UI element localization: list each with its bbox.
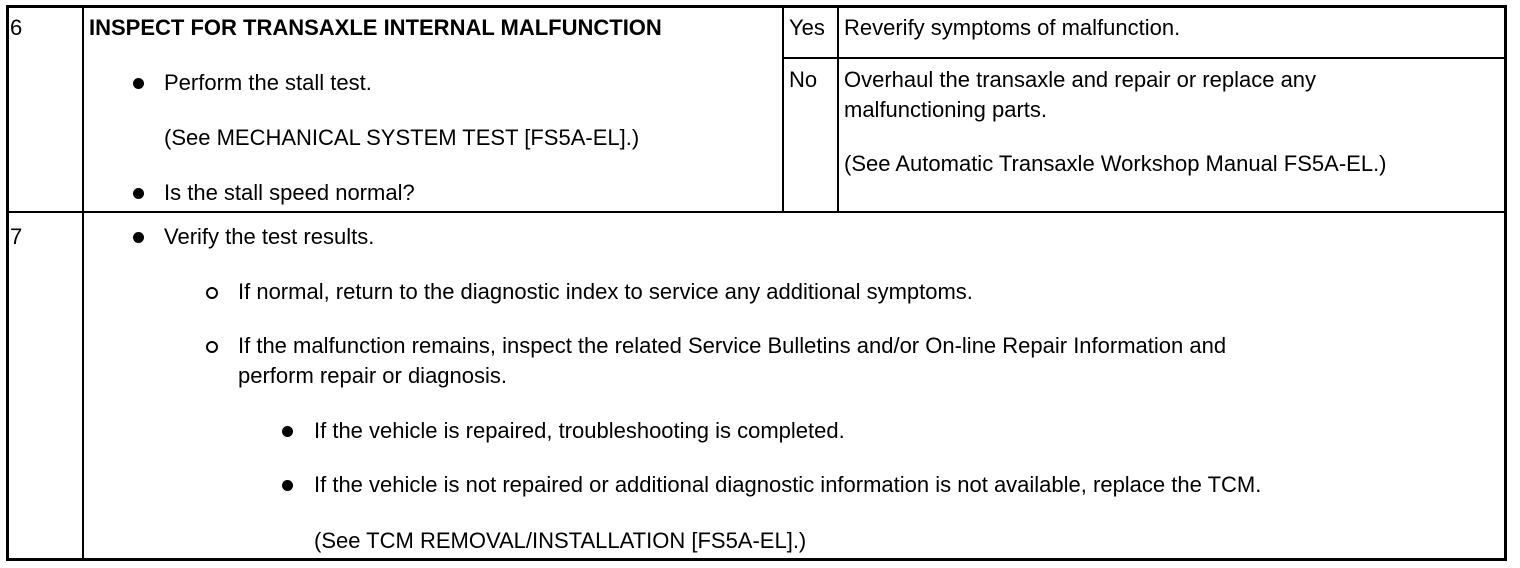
step-6-title: INSPECT FOR TRANSAXLE INTERNAL MALFUNCTION <box>89 15 662 40</box>
table-border-top <box>6 5 1507 8</box>
bullet-icon <box>282 480 293 491</box>
step-7-nested-item-1: If the vehicle is repaired, troubleshooting is completed. <box>314 418 845 443</box>
open-circle-bullet-icon <box>206 341 218 353</box>
bullet-icon <box>133 232 144 243</box>
bullet-icon <box>282 426 293 437</box>
step-7-number: 7 <box>10 224 23 249</box>
yes-action: Reverify symptoms of malfunction. <box>844 15 1181 40</box>
no-action-line-1: Overhaul the transaxle and repair or replace any <box>844 67 1317 92</box>
step-column-divider <box>82 5 84 561</box>
step-7-reference: (See TCM REMOVAL/INSTALLATION [FS5A-EL].) <box>314 528 807 553</box>
step-6-reference: (See MECHANICAL SYSTEM TEST [FS5A-EL].) <box>164 125 640 150</box>
table-border-left <box>6 5 9 561</box>
table-border-right <box>1504 5 1507 561</box>
no-action-line-2: malfunctioning parts. <box>844 97 1047 122</box>
step-7-sub-item-1: If normal, return to the diagnostic index to service any additional symptoms. <box>238 279 973 304</box>
table-border-bottom <box>6 558 1507 561</box>
bullet-icon <box>133 78 144 89</box>
step-6-bullet-1: Perform the stall test. <box>164 70 372 95</box>
result-column-divider <box>782 5 784 213</box>
step-7-sub-item-2-line-1: If the malfunction remains, inspect the related Service Bulletins and/or On-line Repair Information and <box>238 333 1227 358</box>
step-7-bullet-1: Verify the test results. <box>164 224 375 249</box>
action-column-divider <box>837 5 839 213</box>
yes-label: Yes <box>789 15 825 40</box>
yes-no-divider <box>782 57 1507 59</box>
step-6-number: 6 <box>10 15 23 40</box>
no-action-reference: (See Automatic Transaxle Workshop Manual FS5A-EL.) <box>844 151 1387 176</box>
row-divider <box>6 211 1507 213</box>
no-label: No <box>789 67 818 92</box>
open-circle-bullet-icon <box>206 287 218 299</box>
bullet-icon <box>133 188 144 199</box>
step-6-bullet-2: Is the stall speed normal? <box>164 180 415 205</box>
step-7-sub-item-2-line-2: perform repair or diagnosis. <box>238 363 508 388</box>
step-7-nested-item-2: If the vehicle is not repaired or additional diagnostic information is not available, replace the TCM. <box>314 472 1262 497</box>
